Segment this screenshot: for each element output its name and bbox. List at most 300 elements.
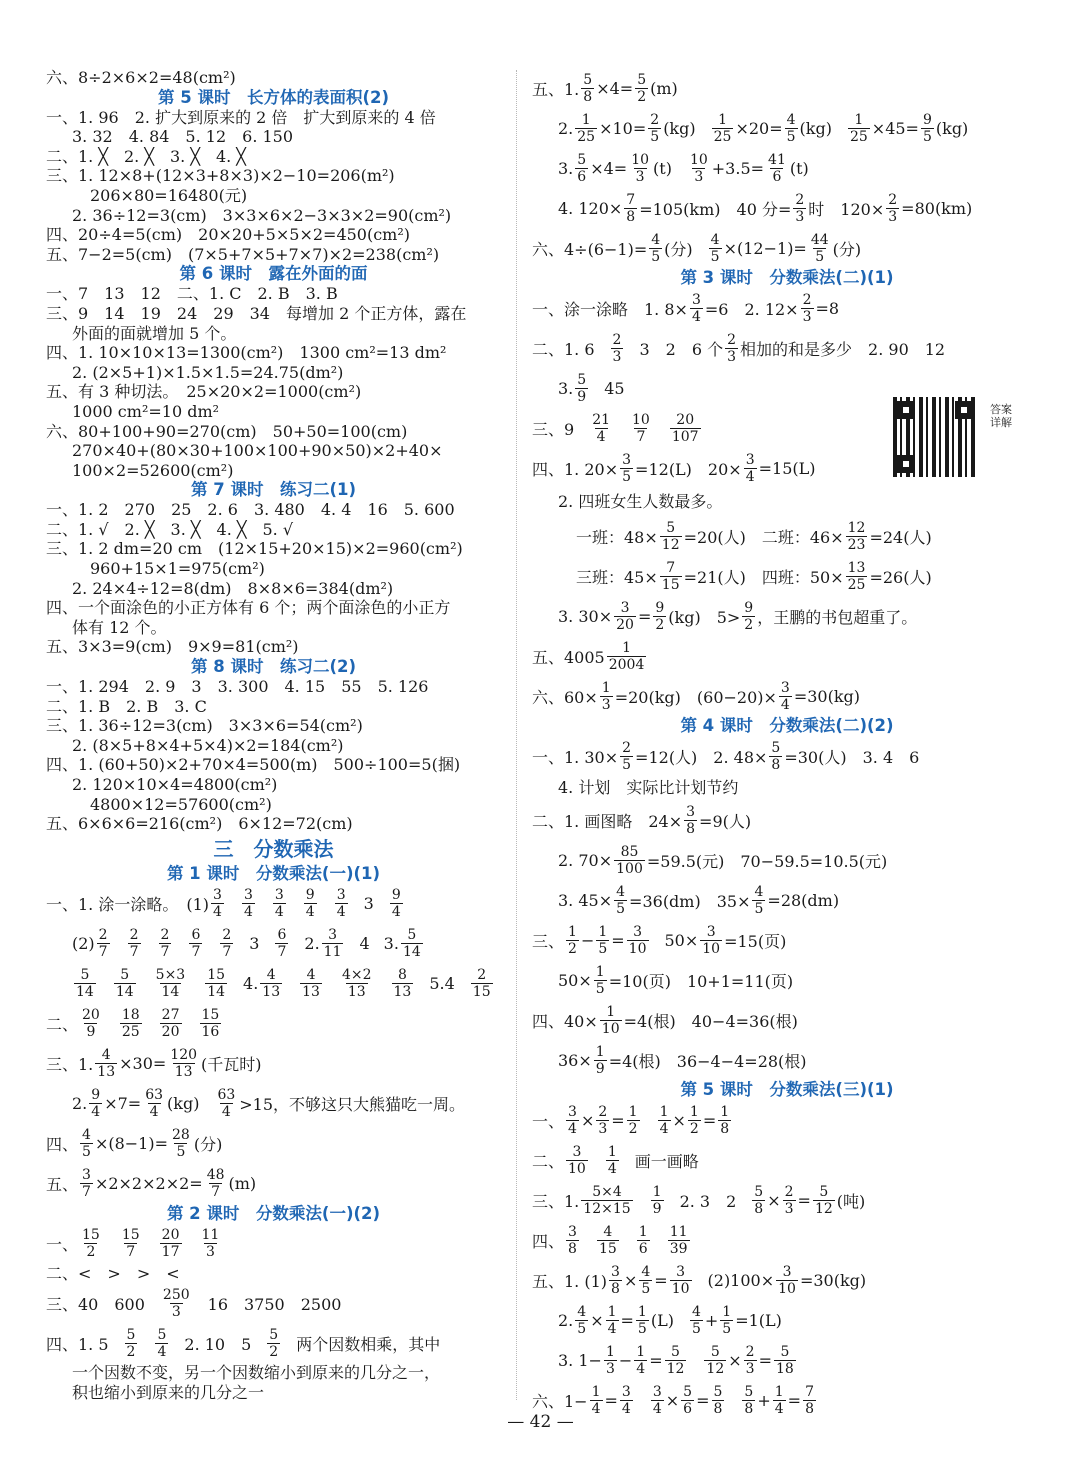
answer-text: 16 3750 2500 [207,1294,342,1314]
lesson-heading: 第 8 课时 练习二(2) [190,657,357,677]
fraction-line [532,328,1042,368]
fraction: $\frac{13}{25}$ [847,559,866,593]
answer-text: ×4= [596,78,634,98]
page-number: — 42 — [507,1412,574,1432]
fraction: $\frac{2}{3}$ [784,1183,794,1217]
answer-text: = [702,1110,717,1130]
fraction: $\frac{3}{10}$ [702,923,721,957]
fraction: $\frac{1}{8}$ [720,1103,730,1137]
fraction: $\frac{4}{15}$ [598,1223,617,1257]
answer-text: 一、 [532,1111,565,1131]
fraction: $\frac{15}{2}$ [82,1227,100,1261]
answer-text: + [757,1390,771,1410]
answer-text: (2)100× [707,1270,775,1290]
fraction: $\frac{12}{23}$ [847,519,866,553]
fraction: $\frac{1}{4}$ [636,1343,646,1377]
answer-text: ×20= [735,118,783,138]
answer-text: 3 2 6 个 [639,339,724,359]
fraction: $\frac{5}{14}$ [115,967,134,1001]
answer-text: =20(人) 二班：46× [683,527,844,547]
fraction: $\frac{1}{5}$ [637,1303,647,1337]
answer-text: =15(页) [724,931,787,951]
answer-text: =105(km) 40 分= [639,199,792,219]
answer-text: 3. 45× [558,890,613,910]
fraction: $\frac{21}{4}$ [592,411,611,445]
fraction: $\frac{1}{2}$ [568,923,577,957]
fraction: $\frac{1}{4}$ [774,1383,784,1417]
lesson-heading: 第 5 课时 分数乘法(三)(1) [680,1080,894,1099]
fraction: $\frac{4}{5}$ [641,1263,651,1297]
fraction: $\frac{1}{4}$ [607,1143,617,1177]
answer-text: 4. 120× [558,198,623,218]
answer-line: 二、1. B 2. B 3. C [46,696,207,716]
answer-line: 二、< > > < [46,1263,180,1283]
answer-text: 时 120× [808,199,885,219]
fraction-line [532,68,1042,108]
answer-text: 2. 70× [558,850,613,870]
answer-text: 二、 [46,1015,79,1035]
answer-text: × [590,1310,604,1330]
answer-line: 四、20÷4=5(cm) 20×20+5×5×2=450(cm²) [46,225,411,245]
fraction: $\frac{4}{13}$ [262,967,281,1001]
fraction: $\frac{1}{5}$ [722,1303,732,1337]
answer-text: ，王鹏的书包超重了。 [757,607,918,627]
lesson-heading: 第 4 课时 分数乘法(二)(2) [680,716,894,735]
answer-line: 2. (2×5+1)×1.5×1.5=24.75(dm²) [72,362,344,382]
fraction: $\frac{2}{3}$ [888,191,898,225]
answer-line: 2. (8×5+8×4+5×4)×2=184(cm²) [72,735,344,755]
fraction: $\frac{3}{10}$ [671,1263,690,1297]
answer-text: (吨) [836,1191,866,1211]
answer-line: 体有 12 个。 [72,617,167,637]
answer-text: (kg) [663,118,696,138]
fraction: $\frac{1}{3}$ [605,1343,615,1377]
fraction-line [532,188,1042,228]
answer-line: 三、1. 12×8+(12×3+8×3)×2−10=206(m²) [46,166,395,186]
fraction: $\frac{20}{107}$ [671,411,699,445]
fraction-line [532,880,1042,920]
answer-text: 3. [558,378,574,398]
fraction: $\frac{4}{5}$ [786,111,796,145]
fraction: $\frac{41}{6}$ [768,151,786,185]
fraction-line [46,1283,501,1323]
fraction: $\frac{3}{10}$ [778,1263,796,1297]
answer-text: 一、1. 涂一涂略。 (1) [46,895,210,915]
answer-line: 2. 36÷12=3(cm) 3×3×6×2−3×3×2=90(cm²) [72,205,452,225]
answer-text: (m) [228,1174,257,1194]
fraction: $\frac{2}{3}$ [795,191,805,225]
qr-code[interactable] [893,397,977,477]
answer-text: 六、60× [532,687,598,707]
fraction: $\frac{3}{4}$ [745,451,755,485]
answer-line: 三、9 14 19 24 29 34 每增加 2 个正方体，露在 [46,303,467,323]
answer-text: (分) [664,239,693,259]
answer-text: 六、4÷(6−1)= [532,239,648,259]
answer-text: 4 [359,934,370,954]
lesson-heading: 第 6 课时 露在外面的面 [179,264,368,284]
fraction-line [532,516,1042,556]
fraction: $\frac{3}{8}$ [686,803,696,837]
answer-text: × [728,1350,742,1370]
fraction: $\frac{63}{4}$ [217,1087,236,1121]
fraction-line [532,960,1042,1000]
answer-text: 一、涂一涂略 1. 8× [532,299,688,319]
answer-line: 2. 24×4÷12=8(dm) 8×8×6=384(dm²) [72,578,394,598]
answer-line: 960+15×1=975(cm²) [90,559,265,579]
fraction-line [46,1084,501,1124]
answer-text: =10(页) 10+1=11(页) [608,971,794,991]
answer-text: ×2×2×2×2= [94,1174,203,1194]
fraction: $\frac{3}{4}$ [652,1383,662,1417]
answer-line: 四、1. (60+50)×2+70×4=500(m) 500÷100=5(捆) [46,755,461,775]
answer-text: × [665,1390,680,1410]
answer-text: =30(kg) [799,1270,867,1290]
fraction: $\frac{5}{6}$ [577,151,587,185]
answer-text: 四、1. 20× [532,459,619,479]
fraction: $\frac{1}{4}$ [659,1103,669,1137]
fraction: $\frac{3}{4}$ [568,1103,577,1137]
lesson-heading: 第 1 课时 分数乘法(一)(1) [166,863,381,883]
right-column [532,68,1042,1420]
answer-text: 4. [243,974,259,994]
answer-line: 积也缩小到原来的几分之一 [72,1382,265,1402]
answer-line: 270×40+(80×30+100×100+90×50)×2+40× [72,441,443,461]
answer-text: =8 [815,298,840,318]
answer-text: (kg) 5> [668,607,741,627]
fraction: $\frac{9}{4}$ [391,887,401,921]
fraction: $\frac{4}{5}$ [82,1127,91,1161]
fraction: $\frac{5}{18}$ [775,1343,794,1377]
fraction-line [46,884,501,924]
fraction: $\frac{5}{14}$ [76,967,94,1001]
fraction: $\frac{3}{4}$ [243,887,253,921]
fraction: $\frac{3}{4}$ [213,887,222,921]
fraction: $\frac{15}{7}$ [121,1227,140,1261]
answer-text: × [767,1190,781,1210]
fraction: $\frac{20}{17}$ [161,1227,180,1261]
answer-text: 2. [72,1094,88,1114]
answer-text: 五、4005 [532,647,605,667]
answer-text: 三班：45× [576,567,658,587]
answer-line: 外面的面就增加 5 个。 [72,323,237,343]
answer-line: 一个因数不变，另一个因数缩小到原来的几分之一， [72,1363,441,1383]
fraction-line [532,1140,1042,1180]
fraction: $\frac{1}{4}$ [591,1383,601,1417]
fraction: $\frac{3}{4}$ [691,291,701,325]
answer-text: = [604,1390,618,1410]
answer-text: 2. [304,934,320,954]
answer-text: 二、1. 画图略 24× [532,811,683,831]
left-column [46,68,501,1403]
column-divider [516,70,517,1400]
fraction-line [532,676,1042,716]
fraction-line [532,596,1042,636]
fraction: $\frac{11}{39}$ [669,1223,688,1257]
fraction: $\frac{15}{16}$ [201,1007,220,1041]
answer-text: (L) [650,1310,674,1330]
answer-text: =21(人) 四班：50× [683,567,844,587]
answer-text: 3. 1− [558,1350,602,1370]
fraction: $\frac{8}{13}$ [393,967,412,1001]
fraction: $\frac{1}{6}$ [638,1223,648,1257]
answer-text: (t) [789,158,809,178]
answer-text: × [623,1270,638,1290]
fraction: $\frac{5}{8}$ [771,739,781,773]
unit-heading: 三 分数乘法 [213,836,334,861]
fraction: $\frac{7}{8}$ [626,191,636,225]
fraction-line [532,1100,1042,1140]
answer-text: ×(12−1)= [723,238,807,258]
fraction: $\frac{1}{9}$ [595,1043,605,1077]
answer-text: 2. [558,1310,574,1330]
fraction: $\frac{4}{5}$ [577,1303,587,1337]
fraction: $\frac{2}{5}$ [622,739,632,773]
answer-line: 五、3×3=9(cm) 9×9=81(cm²) [46,637,299,657]
answer-text: × [672,1110,686,1130]
fraction: $\frac{3}{5}$ [622,451,632,485]
answer-text: 2. 3 2 [679,1191,737,1211]
fraction-line [532,108,1042,148]
fraction: $\frac{2}{3}$ [612,331,622,365]
fraction: $\frac{2}{5}$ [650,111,660,145]
fraction-line [532,148,1042,188]
answer-text: 3. [383,934,399,954]
answer-line: 206×80=16480(元) [90,185,248,205]
answer-line: 4800×12=57600(cm²) [90,794,272,814]
fraction: $\frac{5\times 3}{14}$ [155,967,186,1001]
answer-text: 36× [558,1050,592,1070]
fraction: $\frac{3}{7}$ [82,1167,91,1201]
fraction: $\frac{2}{3}$ [802,291,812,325]
answer-text: = [611,1110,625,1130]
answer-text: ×(8−1)= [94,1134,168,1154]
fraction: $\frac{6}{7}$ [191,927,201,961]
fraction: $\frac{4}{13}$ [302,967,320,1001]
fraction: $\frac{2}{3}$ [598,1103,608,1137]
fraction: $\frac{27}{20}$ [161,1007,180,1041]
answer-text: ×4= [590,158,628,178]
fraction: $\frac{1}{25}$ [713,111,732,145]
answer-text: =6 2. 12× [704,299,799,319]
fraction: $\frac{2}{7}$ [129,927,139,961]
answer-line: 五、6×6×6=216(cm²) 6×12=72(cm) [46,814,353,834]
fraction: $\frac{3}{20}$ [616,599,634,633]
fraction: $\frac{5}{12}$ [706,1343,725,1377]
answer-line: 三、1. 2 dm=20 cm (12×15+20×15)×2=960(cm²) [46,539,463,559]
answer-text: =30(kg) [793,686,861,706]
fraction: $\frac{4}{5}$ [754,883,764,917]
answer-line: 一、1. 2 270 25 2. 6 3. 480 4. 4 16 5. 600 [46,500,455,520]
answer-text: 相加的和是多少 2. 90 12 [740,339,946,359]
fraction: $\frac{5}{12}$ [666,1343,685,1377]
answer-text: = [620,1310,634,1330]
fraction-line [532,920,1042,960]
answer-text: 五、1. (1) [532,1271,608,1291]
fraction: $\frac{3}{10}$ [568,1143,586,1177]
answer-text: = [797,1190,811,1210]
fraction-line [532,556,1042,596]
answer-text: = [787,1390,802,1410]
fraction-line [46,1164,501,1204]
qr-code-label: 答案详解 [990,403,1012,429]
fraction: $\frac{2}{3}$ [745,1343,755,1377]
fraction: $\frac{120}{13}$ [170,1047,198,1081]
answer-line: 二、1. √ 2. ╳ 3. ╳ 4. ╳ 5. √ [46,519,294,539]
fraction: $\frac{3}{8}$ [611,1263,620,1297]
fraction: $\frac{4}{5}$ [710,231,720,265]
answer-text: − [580,930,595,950]
fraction-line [532,1000,1042,1040]
answer-text: 四、 [532,1231,565,1251]
answer-text: = [611,930,625,950]
answer-text: =28(dm) [767,890,840,910]
answer-line: 六、80+100+90=270(cm) 50+50=100(cm) [46,421,408,441]
fraction: $\frac{4\times 2}{13}$ [341,967,372,1001]
fraction: $\frac{10}{7}$ [632,411,650,445]
fraction-line [46,964,501,1004]
answer-line: 一、7 13 12 二、1. C 2. B 3. B [46,284,338,304]
answer-text: (kg) [167,1094,200,1114]
fraction: $\frac{1}{4}$ [607,1303,617,1337]
fraction-line [532,1180,1042,1220]
answer-text: + [704,1310,719,1330]
answer-text: 三、1. [46,1055,94,1075]
answer-text: 3 [249,934,260,954]
answer-text: 50× [558,970,592,990]
fraction: $\frac{48}{7}$ [206,1167,225,1201]
fraction: $\frac{5}{8}$ [744,1383,754,1417]
answer-text: =80(km) [901,198,973,218]
fraction: $\frac{11}{3}$ [201,1227,220,1261]
fraction: $\frac{5}{4}$ [157,1326,167,1360]
fraction-line [532,1340,1042,1380]
answer-text: 一班：48× [576,527,658,547]
fraction-line [532,288,1042,328]
fraction: $\frac{1}{25}$ [577,111,596,145]
answer-text: 2. [558,118,574,138]
fraction: $\frac{4}{5}$ [651,231,661,265]
fraction: $\frac{2}{7}$ [222,927,232,961]
answer-text: +3.5= [711,158,765,178]
answer-text: >15，不够这只大熊猫吃一周。 [239,1095,466,1115]
fraction: $\frac{9}{4}$ [305,887,315,921]
fraction: $\frac{5}{12}$ [814,1183,833,1217]
fraction: $\frac{3}{4}$ [780,679,790,713]
answer-text: 五、1. [532,79,580,99]
answer-text: =30(人) 3. 4 6 [784,747,920,767]
answer-text: (t) [653,158,672,178]
fraction: $\frac{7}{8}$ [805,1383,814,1417]
fraction: $\frac{1}{2004}$ [608,639,645,673]
fraction: $\frac{5}{2}$ [126,1326,136,1360]
fraction: $\frac{5}{9}$ [577,371,587,405]
answer-text: (kg) [799,118,832,138]
answer-text: ×10= [599,118,647,138]
fraction: $\frac{7}{15}$ [661,559,680,593]
fraction: $\frac{9}{4}$ [91,1087,101,1121]
fraction: $\frac{5}{8}$ [754,1183,764,1217]
answer-text: 四、1. 5 [46,1334,109,1354]
fraction: $\frac{1}{2}$ [628,1103,638,1137]
fraction: $\frac{63}{4}$ [145,1087,164,1121]
fraction: $\frac{3}{4}$ [336,887,346,921]
fraction: $\frac{10}{3}$ [689,151,708,185]
fraction: $\frac{1}{10}$ [601,1003,620,1037]
answer-text: ×30= [119,1054,167,1074]
answer-text: =24(人) [869,527,932,547]
fraction: $\frac{3}{10}$ [628,923,647,957]
fraction: $\frac{9}{5}$ [922,111,932,145]
answer-text: 3 [363,894,374,914]
answer-text: =15(L) [758,458,816,478]
fraction: $\frac{250}{3}$ [162,1286,190,1320]
answer-text: 三、1. [532,1191,580,1211]
answer-text: = [637,606,652,626]
fraction-line [532,840,1042,880]
answer-line: 一、1. 96 2. 扩大到原来的 2 倍 扩大到原来的 4 倍 [46,107,436,127]
answer-text: 三、 [532,931,565,951]
answer-line: 二、1. ╳ 2. ╳ 3. ╳ 4. ╳ [46,146,246,166]
answer-text: =26(人) [869,567,932,587]
answer-line: 100×2=52600(cm²) [72,460,234,480]
fraction: $\frac{3}{8}$ [568,1223,577,1257]
answer-text: 六、1− [532,1391,588,1411]
answer-line: 五、7−2=5(cm) (7×5+7×5+7×7)×2=238(cm²) [46,244,440,264]
answer-line: 四、1. 10×10×13=1300(cm²) 1300 cm²=13 dm² [46,343,447,363]
lesson-heading: 第 3 课时 分数乘法(二)(1) [680,268,894,287]
answer-line: 三、1. 36÷12=3(cm) 3×3×6=54(cm²) [46,716,363,736]
fraction: $\frac{5}{12}$ [661,519,680,553]
fraction-line [46,1124,501,1164]
fraction: $\frac{3}{4}$ [274,887,284,921]
fraction-line [532,800,1042,840]
fraction: $\frac{10}{3}$ [631,151,650,185]
fraction: $\frac{1}{2}$ [689,1103,699,1137]
fraction: $\frac{5\times 4}{12\times 15}$ [583,1183,631,1217]
fraction-line [532,736,1042,776]
fraction: $\frac{1}{9}$ [652,1183,662,1217]
answer-text: × [580,1110,595,1130]
lesson-heading: 第 7 课时 练习二(1) [190,480,357,500]
answer-line: 六、8÷2×6×2=48(cm²) [46,68,236,87]
fraction: $\frac{6}{7}$ [277,927,287,961]
fraction: $\frac{18}{25}$ [121,1007,140,1041]
answer-text: 一、1. 30× [532,747,619,767]
answer-text: =20(kg) (60−20)× [614,687,777,707]
answer-text: = [649,1350,663,1370]
fraction: $\frac{44}{5}$ [810,231,829,265]
answer-text: =12(人) 2. 48× [635,747,768,767]
answer-text: = [696,1390,710,1410]
answer-text: (分) [832,239,862,259]
fraction-line [532,1300,1042,1340]
answer-text: =36(dm) 35× [629,891,751,911]
fraction: $\frac{5}{8}$ [713,1383,723,1417]
answer-text: 3. [558,158,574,178]
answer-text: (千瓦时) [201,1055,262,1075]
answer-text: 二、1. 6 [532,339,595,359]
answer-text: ×45= [871,118,919,138]
answer-line: 4. 计划 实际比计划节约 [558,778,739,797]
fraction: $\frac{1}{5}$ [598,923,608,957]
answer-text: =9(人) [699,811,752,831]
answer-text: 三、9 [532,419,575,439]
fraction: $\frac{5}{6}$ [683,1383,693,1417]
fraction: $\frac{4}{13}$ [97,1047,116,1081]
fraction-line [46,1224,501,1264]
answer-text: ×7= [104,1094,142,1114]
fraction: $\frac{85}{100}$ [616,843,643,877]
